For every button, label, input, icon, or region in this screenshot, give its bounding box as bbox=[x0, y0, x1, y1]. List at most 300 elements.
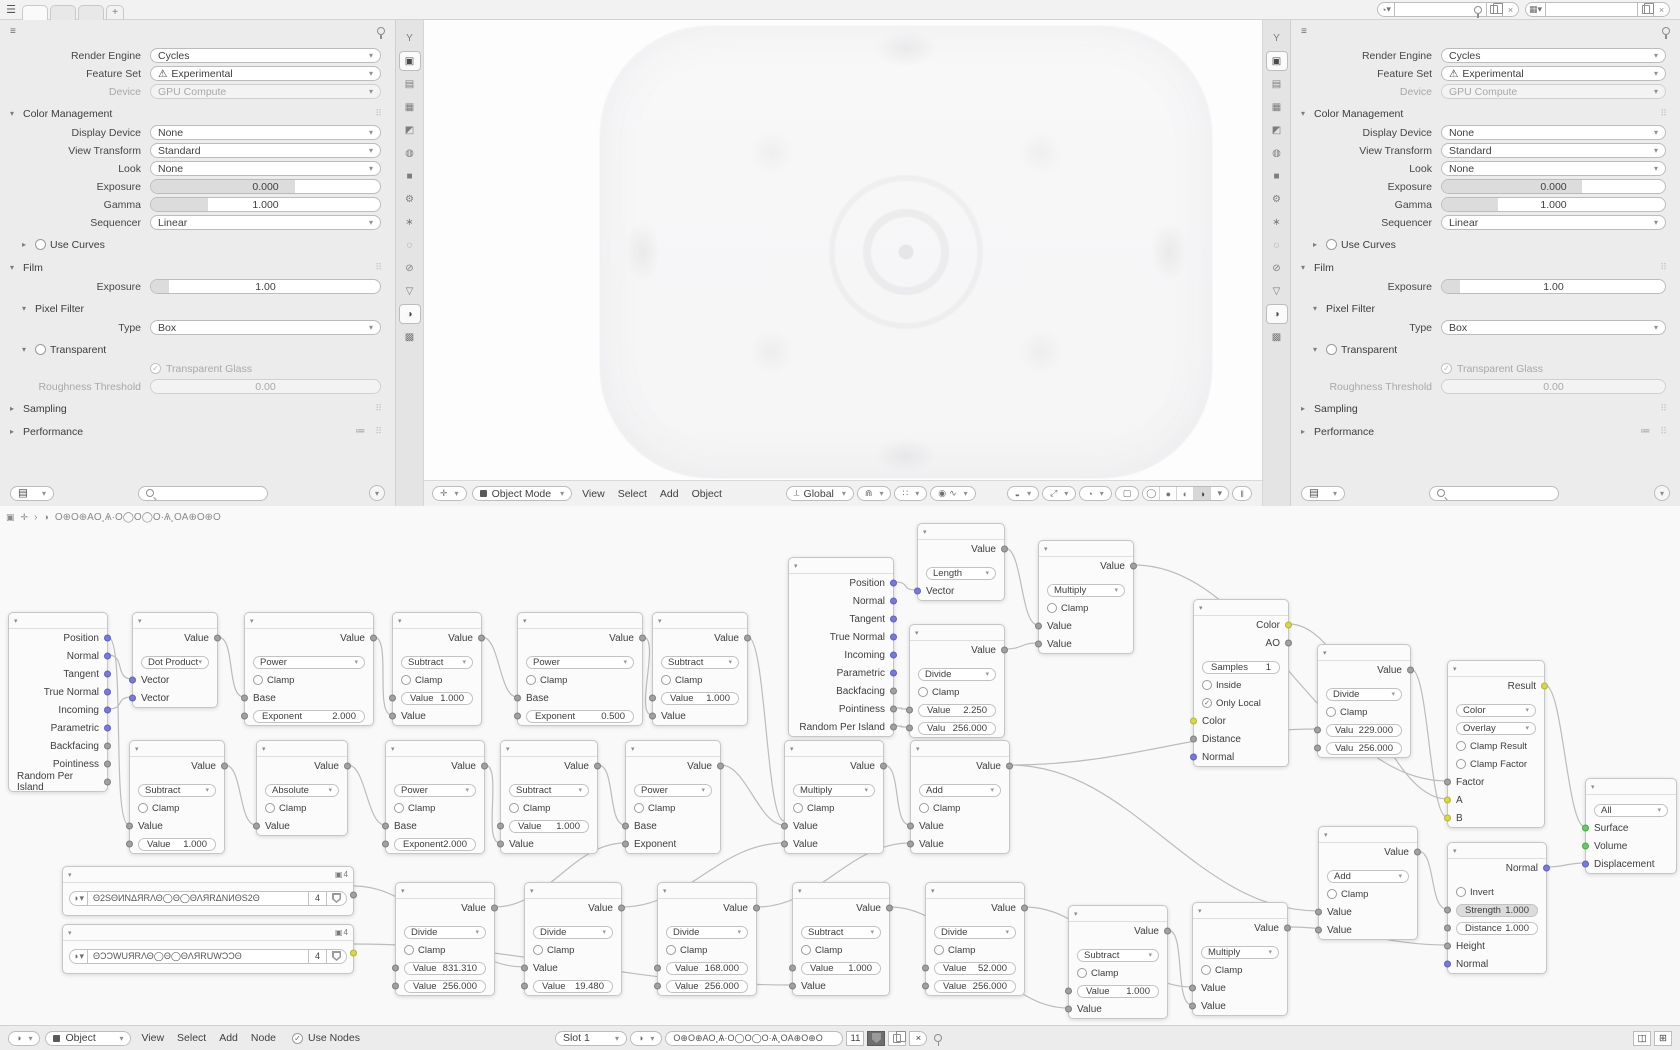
operation-dropdown[interactable] bbox=[666, 926, 748, 939]
input-socket-value[interactable] bbox=[389, 695, 396, 702]
output-socket-value[interactable] bbox=[344, 763, 351, 770]
shading-mode-0[interactable]: ◯ bbox=[1143, 487, 1160, 500]
tab-render-icon[interactable]: ▣ bbox=[1266, 51, 1288, 71]
tab-render-icon[interactable]: ▣ bbox=[399, 51, 421, 71]
output-socket-value[interactable] bbox=[1006, 763, 1013, 770]
operation-dropdown[interactable] bbox=[1327, 870, 1409, 883]
node-vector-math-length[interactable] bbox=[917, 523, 1005, 601]
subsection-pixel-filter[interactable] bbox=[1313, 299, 1666, 318]
properties-editor-icon[interactable]: ≡ bbox=[10, 25, 16, 37]
presets-dropdown[interactable]: ▤ ▾ bbox=[10, 486, 54, 501]
menu-view[interactable]: View bbox=[582, 487, 605, 500]
pin-icon[interactable] bbox=[934, 1034, 942, 1042]
dropdown-sequencer[interactable] bbox=[150, 215, 381, 230]
section-sampling[interactable] bbox=[10, 399, 381, 418]
node-collapse-icon[interactable]: ▾ bbox=[1319, 827, 1417, 843]
dropdown-type[interactable] bbox=[150, 320, 381, 335]
node-collapse-icon[interactable]: ▾ bbox=[1448, 843, 1546, 859]
mode-dropdown[interactable]: Object Mode ▾ bbox=[472, 486, 573, 501]
output-socket-true-normal[interactable] bbox=[890, 634, 897, 641]
node-collapse-icon[interactable]: ▾ bbox=[926, 883, 1024, 899]
editor-type-icon[interactable]: ✛ ▾ bbox=[432, 486, 467, 501]
node-math-multiply[interactable] bbox=[1192, 902, 1288, 1016]
tab-physics-icon[interactable]: ◌ bbox=[1273, 239, 1280, 251]
collapse-button[interactable]: ▾ bbox=[1654, 485, 1670, 501]
output-socket-position[interactable] bbox=[104, 635, 111, 642]
input-socket-value[interactable] bbox=[126, 841, 133, 848]
operation-dropdown[interactable] bbox=[1201, 946, 1279, 959]
input-socket-value[interactable] bbox=[654, 983, 661, 990]
operation-dropdown[interactable] bbox=[404, 926, 486, 939]
node-collapse-icon[interactable]: ▾ ▣ 4 bbox=[63, 925, 353, 941]
collapse-button[interactable]: ▾ bbox=[369, 485, 385, 501]
node-mix-color-overlay[interactable] bbox=[1447, 660, 1545, 828]
view-layer-icon[interactable]: ▦ ▾ bbox=[1525, 2, 1546, 17]
operation-dropdown[interactable] bbox=[526, 656, 634, 669]
output-socket-value[interactable] bbox=[1407, 667, 1414, 674]
node-collapse-icon[interactable]: ▾ bbox=[1586, 779, 1676, 795]
input-socket-value[interactable] bbox=[1065, 1006, 1072, 1013]
input-socket-displacement[interactable] bbox=[1582, 861, 1589, 868]
output-socket-value[interactable] bbox=[370, 635, 377, 642]
operation-dropdown[interactable] bbox=[138, 784, 216, 797]
node-math-divide[interactable] bbox=[524, 882, 622, 996]
operation-dropdown[interactable] bbox=[934, 926, 1016, 939]
node-bump[interactable] bbox=[1447, 842, 1547, 974]
pin-icon[interactable] bbox=[1474, 6, 1482, 14]
output-socket-value[interactable] bbox=[639, 635, 646, 642]
workspace-tab[interactable] bbox=[78, 5, 104, 20]
operation-dropdown[interactable] bbox=[793, 784, 875, 797]
value-field-value[interactable] bbox=[666, 962, 748, 975]
input-socket-value[interactable] bbox=[906, 707, 913, 714]
node-collapse-icon[interactable]: ▾ bbox=[1194, 600, 1288, 616]
operation-dropdown[interactable] bbox=[394, 784, 476, 797]
checkbox[interactable] bbox=[1326, 344, 1337, 355]
output-socket-normal[interactable] bbox=[890, 598, 897, 605]
dropdown-type[interactable] bbox=[1441, 320, 1666, 335]
node-collapse-icon[interactable]: ▾ bbox=[1069, 906, 1167, 922]
input-socket-height[interactable] bbox=[1444, 943, 1451, 950]
copy-scene-button[interactable] bbox=[1487, 2, 1503, 17]
checkbox-clamp[interactable] bbox=[533, 945, 574, 956]
section-sampling[interactable] bbox=[1301, 399, 1666, 418]
input-socket-value[interactable] bbox=[1315, 927, 1322, 934]
checkbox-clamp[interactable] bbox=[1326, 707, 1367, 718]
editor-type-icon[interactable]: ◑ ▾ bbox=[8, 1031, 40, 1046]
node-collapse-icon[interactable]: ▾ bbox=[9, 613, 107, 629]
checkbox-clamp[interactable] bbox=[661, 675, 702, 686]
node-image-texture-2[interactable] bbox=[62, 924, 354, 974]
node-math-multiply[interactable] bbox=[1038, 540, 1134, 654]
checkbox-clamp[interactable] bbox=[919, 803, 960, 814]
input-socket-strength[interactable] bbox=[1444, 907, 1451, 914]
checkbox-clamp[interactable] bbox=[253, 675, 294, 686]
operation-dropdown[interactable] bbox=[1047, 584, 1125, 597]
node-collapse-icon[interactable]: ▾ bbox=[133, 613, 217, 629]
fake-user-toggle[interactable] bbox=[327, 891, 347, 906]
menu-icon[interactable]: ☰ bbox=[6, 4, 16, 16]
value-field-value[interactable] bbox=[918, 704, 996, 717]
operation-dropdown[interactable] bbox=[634, 784, 712, 797]
value-field-value[interactable] bbox=[666, 980, 748, 993]
input-socket-value[interactable] bbox=[922, 965, 929, 972]
node-collapse-icon[interactable]: ▾ bbox=[911, 741, 1009, 757]
output-socket-value[interactable] bbox=[1001, 647, 1008, 654]
input-socket-value[interactable] bbox=[392, 965, 399, 972]
node-collapse-icon[interactable]: ▾ bbox=[525, 883, 621, 899]
input-socket-vector[interactable] bbox=[914, 588, 921, 595]
input-socket-distance[interactable] bbox=[1444, 925, 1451, 932]
slider-roughness-threshold[interactable] bbox=[150, 379, 381, 394]
node-ambient-occlusion[interactable] bbox=[1193, 599, 1289, 767]
input-socket-value[interactable] bbox=[497, 841, 504, 848]
tab-tool-icon[interactable]: Y bbox=[1273, 32, 1280, 44]
output-socket-parametric[interactable] bbox=[890, 670, 897, 677]
section-performance[interactable] bbox=[1301, 422, 1666, 441]
value-field-valu[interactable] bbox=[1326, 724, 1402, 737]
output-socket-backfacing[interactable] bbox=[890, 688, 897, 695]
node-collapse-icon[interactable]: ▾ bbox=[518, 613, 642, 629]
operation-dropdown[interactable] bbox=[533, 926, 613, 939]
pin-icon[interactable] bbox=[1662, 27, 1670, 35]
input-socket-base[interactable] bbox=[514, 695, 521, 702]
input-socket-volume[interactable] bbox=[1582, 843, 1589, 850]
checkbox-clamp-result[interactable] bbox=[1456, 741, 1527, 752]
material-users-count[interactable]: 11 bbox=[846, 1031, 864, 1046]
menu-select[interactable]: Select bbox=[617, 487, 647, 500]
tab-modifiers-icon[interactable]: ⚙ bbox=[405, 193, 414, 205]
operation-dropdown[interactable] bbox=[141, 656, 209, 669]
node-math-subtract[interactable] bbox=[1068, 905, 1168, 1019]
checkbox-clamp[interactable] bbox=[394, 803, 435, 814]
input-socket-normal[interactable] bbox=[1444, 961, 1451, 968]
operation-dropdown[interactable] bbox=[1594, 804, 1668, 817]
node-math-multiply[interactable] bbox=[784, 740, 884, 854]
shading-dropdown[interactable]: ▾ bbox=[1211, 487, 1228, 500]
node-collapse-icon[interactable]: ▾ bbox=[793, 883, 889, 899]
input-socket-value[interactable] bbox=[654, 965, 661, 972]
subsection-pixel-filter[interactable] bbox=[22, 299, 381, 318]
value-field-value[interactable] bbox=[661, 692, 739, 705]
value-field-value[interactable] bbox=[404, 962, 486, 975]
checkbox-clamp[interactable] bbox=[404, 945, 445, 956]
section-film[interactable] bbox=[10, 258, 381, 277]
tab-world-icon[interactable]: ◍ bbox=[405, 147, 414, 159]
node-collapse-icon[interactable]: ▾ bbox=[130, 741, 224, 757]
operation-dropdown[interactable] bbox=[801, 926, 881, 939]
snap-settings-dropdown[interactable]: ∷ ▾ bbox=[894, 486, 927, 501]
value-field-exponent[interactable] bbox=[526, 710, 634, 723]
input-socket-value[interactable] bbox=[649, 695, 656, 702]
slot-dropdown[interactable]: Slot 1 ▾ bbox=[555, 1031, 627, 1046]
node-collapse-icon[interactable]: ▾ bbox=[918, 524, 1004, 540]
dropdown-device[interactable] bbox=[1441, 84, 1666, 99]
node-collapse-icon[interactable]: ▾ bbox=[658, 883, 756, 899]
node-collapse-icon[interactable]: ▾ bbox=[626, 741, 720, 757]
image-name-field[interactable]: ΘƆƆWUЯRΛΘ◯Θ◯ΘΛЯRUWƆƆΘ bbox=[88, 949, 309, 964]
input-socket-value[interactable] bbox=[1065, 988, 1072, 995]
node-collapse-icon[interactable]: ▾ bbox=[653, 613, 747, 629]
tab-material-icon[interactable]: ◑ bbox=[399, 304, 421, 324]
value-field-valu[interactable] bbox=[918, 722, 996, 735]
dropdown-sequencer[interactable] bbox=[1441, 215, 1666, 230]
checkbox-clamp[interactable] bbox=[934, 945, 975, 956]
tab-material-icon[interactable]: ◑ bbox=[1266, 304, 1288, 324]
checkbox-clamp[interactable] bbox=[1047, 603, 1088, 614]
operation-dropdown[interactable] bbox=[1077, 949, 1159, 962]
output-socket-true-normal[interactable] bbox=[104, 689, 111, 696]
gizmo-dropdown[interactable]: ⤢ ▾ bbox=[1042, 486, 1076, 501]
section-performance[interactable] bbox=[10, 422, 381, 441]
value-field-strength[interactable] bbox=[1456, 904, 1538, 917]
checkbox-clamp[interactable] bbox=[793, 803, 834, 814]
output-socket[interactable] bbox=[350, 950, 357, 957]
slider-exposure[interactable] bbox=[1441, 179, 1666, 194]
dropdown-display-device[interactable] bbox=[150, 125, 381, 140]
shading-mode-2[interactable]: ◐ bbox=[1177, 487, 1194, 500]
output-socket-incoming[interactable] bbox=[104, 707, 111, 714]
subsection-transparent[interactable] bbox=[22, 340, 381, 359]
node-math-dot-product[interactable] bbox=[132, 612, 218, 708]
value-field-valu[interactable] bbox=[1326, 742, 1402, 755]
node-math-subtract[interactable] bbox=[392, 612, 482, 726]
value-field-value[interactable] bbox=[533, 980, 613, 993]
node-collapse-icon[interactable]: ▾ bbox=[1193, 903, 1287, 919]
output-socket-value[interactable] bbox=[491, 905, 498, 912]
node-math-subtract[interactable] bbox=[500, 740, 598, 854]
operation-dropdown[interactable] bbox=[1326, 688, 1402, 701]
output-socket-value[interactable] bbox=[478, 635, 485, 642]
node-collapse-icon[interactable]: ▾ bbox=[393, 613, 481, 629]
input-socket-a[interactable] bbox=[1444, 797, 1451, 804]
output-socket-pointiness[interactable] bbox=[890, 706, 897, 713]
orientation-dropdown[interactable]: ⟂ Global ▾ bbox=[786, 486, 854, 501]
value-field-exponent[interactable] bbox=[394, 838, 476, 851]
section-color-management[interactable] bbox=[10, 104, 381, 123]
operation-dropdown[interactable] bbox=[401, 656, 473, 669]
input-socket-base[interactable] bbox=[241, 695, 248, 702]
checkbox-clamp-factor[interactable] bbox=[1456, 759, 1527, 770]
output-socket-value[interactable] bbox=[886, 905, 893, 912]
scene-name-field[interactable] bbox=[1395, 2, 1487, 17]
node-math-subtract[interactable] bbox=[792, 882, 890, 996]
output-socket-value[interactable] bbox=[1021, 905, 1028, 912]
dropdown-view-transform[interactable] bbox=[150, 143, 381, 158]
node-math-power[interactable] bbox=[244, 612, 374, 726]
output-socket-value[interactable] bbox=[1164, 928, 1171, 935]
node-math-power[interactable] bbox=[625, 740, 721, 854]
checkbox-clamp[interactable] bbox=[1327, 889, 1368, 900]
tab-scene-icon[interactable]: ◩ bbox=[404, 124, 415, 136]
operation-dropdown[interactable] bbox=[919, 784, 1001, 797]
slider-gamma[interactable] bbox=[1441, 197, 1666, 212]
tab-output-icon[interactable]: ▤ bbox=[404, 78, 415, 90]
input-socket-value[interactable] bbox=[781, 841, 788, 848]
checkbox-inside[interactable] bbox=[1202, 680, 1241, 691]
value-field-exponent[interactable] bbox=[253, 710, 365, 723]
checkbox[interactable] bbox=[1326, 239, 1337, 250]
operation-dropdown[interactable] bbox=[1456, 704, 1536, 717]
checkbox-clamp[interactable] bbox=[801, 945, 842, 956]
dropdown-look[interactable] bbox=[1441, 161, 1666, 176]
tab-texture-icon[interactable]: ▩ bbox=[404, 331, 415, 343]
output-socket-value[interactable] bbox=[1414, 849, 1421, 856]
fake-user-toggle[interactable] bbox=[327, 949, 347, 964]
list-icon[interactable]: ≔ bbox=[355, 426, 366, 437]
dropdown-feature-set[interactable] bbox=[1441, 66, 1666, 81]
output-socket-incoming[interactable] bbox=[890, 652, 897, 659]
pause-render-button[interactable]: ‖ bbox=[1232, 486, 1252, 501]
node-math-divide[interactable] bbox=[925, 882, 1025, 996]
input-socket-exponent[interactable] bbox=[382, 841, 389, 848]
menu-node[interactable]: Node bbox=[250, 1032, 277, 1044]
value-field-value[interactable] bbox=[404, 980, 486, 993]
node-collapse-icon[interactable]: ▾ bbox=[910, 625, 1004, 641]
output-socket-value[interactable] bbox=[717, 763, 724, 770]
tab-view-layer-icon[interactable]: ▦ bbox=[1271, 101, 1282, 113]
subsection-transparent[interactable] bbox=[1313, 340, 1666, 359]
input-socket-factor[interactable] bbox=[1444, 779, 1451, 786]
image-users-count[interactable]: 4 bbox=[309, 891, 327, 906]
dropdown-render-engine[interactable] bbox=[1441, 48, 1666, 63]
node-collapse-icon[interactable]: ▾ bbox=[1448, 661, 1544, 677]
slider-exposure[interactable] bbox=[1441, 279, 1666, 294]
output-socket-value[interactable] bbox=[1130, 563, 1137, 570]
operation-dropdown[interactable] bbox=[253, 656, 365, 669]
node-collapse-icon[interactable]: ▾ bbox=[785, 741, 883, 757]
checkbox-only-local[interactable] bbox=[1202, 698, 1261, 709]
output-socket-color[interactable] bbox=[1285, 622, 1292, 629]
tab-physics-icon[interactable]: ◌ bbox=[406, 239, 413, 251]
copy-material-button[interactable] bbox=[888, 1031, 906, 1046]
output-socket-parametric[interactable] bbox=[104, 725, 111, 732]
node-math-subtract[interactable] bbox=[652, 612, 748, 726]
workspace-tab[interactable] bbox=[22, 5, 48, 20]
operation-dropdown[interactable] bbox=[265, 784, 339, 797]
section-film[interactable] bbox=[1301, 258, 1666, 277]
output-socket-value[interactable] bbox=[753, 905, 760, 912]
node-math-divide[interactable] bbox=[395, 882, 495, 996]
snap-toggle[interactable]: ⋒ ▾ bbox=[857, 486, 892, 501]
pin-icon[interactable] bbox=[377, 27, 385, 35]
input-socket-value[interactable] bbox=[907, 841, 914, 848]
node-math-divide[interactable] bbox=[1317, 644, 1411, 758]
node-math-absolute[interactable] bbox=[256, 740, 348, 836]
input-socket-exponent[interactable] bbox=[241, 713, 248, 720]
input-socket-value[interactable] bbox=[126, 823, 133, 830]
input-socket-value[interactable] bbox=[389, 713, 396, 720]
checkbox[interactable] bbox=[150, 363, 161, 374]
node-collapse-icon[interactable]: ▾ bbox=[1039, 541, 1133, 557]
tab-view-layer-icon[interactable]: ▦ bbox=[404, 101, 415, 113]
xray-toggle[interactable]: ▢ bbox=[1115, 486, 1140, 501]
input-socket-value[interactable] bbox=[649, 713, 656, 720]
input-socket-value[interactable] bbox=[1315, 909, 1322, 916]
presets-dropdown[interactable]: ▤ ▾ bbox=[1301, 486, 1345, 501]
output-socket-value[interactable] bbox=[744, 635, 751, 642]
node-collapse-icon[interactable]: ▾ bbox=[245, 613, 373, 629]
tab-object-icon[interactable]: ■ bbox=[406, 170, 413, 182]
operation-dropdown[interactable] bbox=[918, 668, 996, 681]
properties-editor-icon[interactable]: ≡ bbox=[1301, 25, 1307, 37]
delete-view-layer-button[interactable]: × bbox=[1654, 2, 1670, 17]
section-color-management[interactable] bbox=[1301, 104, 1666, 123]
input-socket-value[interactable] bbox=[497, 823, 504, 830]
value-field-samples[interactable] bbox=[1202, 661, 1280, 674]
slider-gamma[interactable] bbox=[150, 197, 381, 212]
checkbox-clamp[interactable] bbox=[509, 803, 550, 814]
delete-scene-button[interactable]: × bbox=[1503, 2, 1519, 17]
output-socket-value[interactable] bbox=[1001, 546, 1008, 553]
input-socket-base[interactable] bbox=[382, 823, 389, 830]
menu-add[interactable]: Add bbox=[219, 1032, 238, 1044]
input-socket-value[interactable] bbox=[392, 983, 399, 990]
input-socket-value[interactable] bbox=[789, 965, 796, 972]
node-image-texture-1[interactable] bbox=[62, 866, 354, 916]
output-socket-random-per-island[interactable] bbox=[890, 724, 897, 731]
tab-texture-icon[interactable]: ▩ bbox=[1271, 331, 1282, 343]
node-material-output[interactable] bbox=[1585, 778, 1677, 874]
copy-view-layer-button[interactable] bbox=[1638, 2, 1654, 17]
material-name-field[interactable]: O⊕O⊕AO¸Ѧ·O◯O◯O·Ѧ¸OA⊕O⊕O bbox=[665, 1031, 843, 1046]
operation-dropdown[interactable] bbox=[1456, 722, 1536, 735]
search-input[interactable] bbox=[138, 486, 268, 501]
fake-user-toggle[interactable] bbox=[867, 1031, 885, 1046]
node-math-add[interactable] bbox=[1318, 826, 1418, 940]
checkbox-clamp[interactable] bbox=[634, 803, 675, 814]
node-math-power[interactable] bbox=[385, 740, 485, 854]
node-math-divide[interactable] bbox=[657, 882, 757, 996]
menu-select[interactable]: Select bbox=[177, 1032, 207, 1044]
input-socket-value[interactable] bbox=[1189, 1003, 1196, 1010]
checkbox-clamp[interactable] bbox=[265, 803, 306, 814]
dropdown-display-device[interactable] bbox=[1441, 125, 1666, 140]
checkbox-clamp[interactable] bbox=[918, 687, 959, 698]
dropdown-render-engine[interactable] bbox=[150, 48, 381, 63]
input-socket-value[interactable] bbox=[253, 823, 260, 830]
output-socket-value[interactable] bbox=[214, 635, 221, 642]
operation-dropdown[interactable] bbox=[509, 784, 589, 797]
unlink-material-button[interactable]: × bbox=[909, 1031, 927, 1046]
input-socket-value[interactable] bbox=[521, 965, 528, 972]
dropdown-view-transform[interactable] bbox=[1441, 143, 1666, 158]
checkbox-invert[interactable] bbox=[1456, 887, 1494, 898]
workspace-tab[interactable] bbox=[50, 5, 76, 20]
output-socket-normal[interactable] bbox=[104, 653, 111, 660]
input-socket-b[interactable] bbox=[1444, 815, 1451, 822]
image-browse-dropdown[interactable] bbox=[69, 949, 88, 964]
node-collapse-icon[interactable]: ▾ bbox=[396, 883, 494, 899]
tab-scene-icon[interactable]: ◩ bbox=[1271, 124, 1282, 136]
output-socket-tangent[interactable] bbox=[890, 616, 897, 623]
material-browse-dropdown[interactable]: ◑ ▾ bbox=[630, 1031, 662, 1046]
tab-modifiers-icon[interactable]: ⚙ bbox=[1272, 193, 1281, 205]
slider-exposure[interactable] bbox=[150, 179, 381, 194]
value-field-value[interactable] bbox=[401, 692, 473, 705]
tab-world-icon[interactable]: ◍ bbox=[1272, 147, 1281, 159]
output-socket-result[interactable] bbox=[1541, 683, 1548, 690]
value-field-value[interactable] bbox=[801, 962, 881, 975]
input-socket-valu[interactable] bbox=[1314, 727, 1321, 734]
input-socket-value[interactable] bbox=[789, 983, 796, 990]
node-collapse-icon[interactable]: ▾ bbox=[1318, 645, 1410, 661]
slider-roughness-threshold[interactable] bbox=[1441, 379, 1666, 394]
checkbox-clamp[interactable] bbox=[138, 803, 179, 814]
dropdown-device[interactable] bbox=[150, 84, 381, 99]
tab-constraints-icon[interactable]: ⊘ bbox=[1272, 262, 1281, 274]
node-math-divide[interactable] bbox=[909, 624, 1005, 738]
